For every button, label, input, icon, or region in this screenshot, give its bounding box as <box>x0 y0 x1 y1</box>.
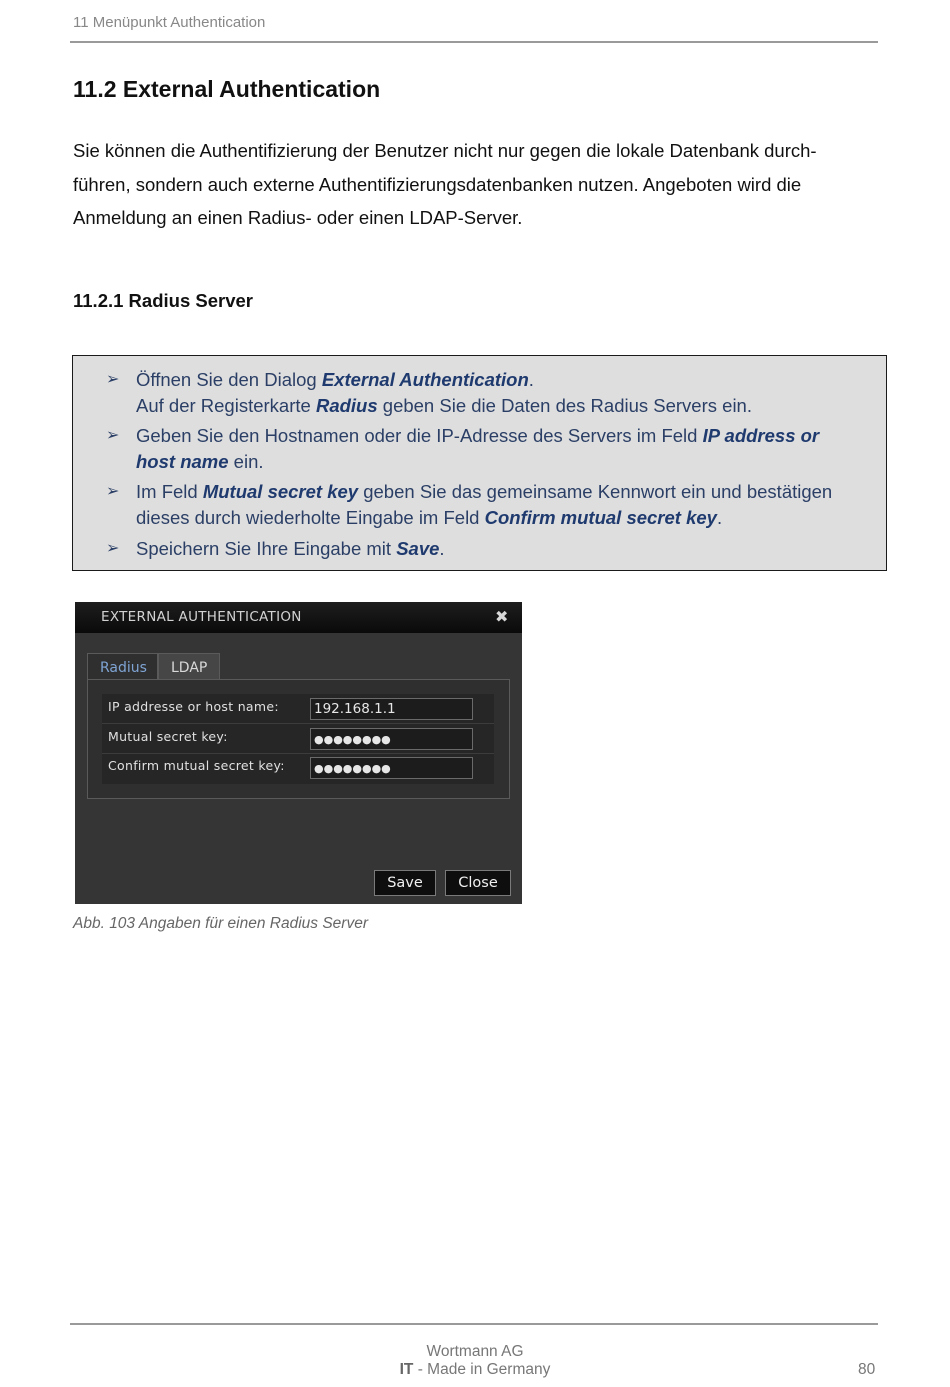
step-line: Auf der Registerkarte Radius geben Sie die Daten des Radius Servers ein. <box>136 395 752 416</box>
step-line: host name ein. <box>136 451 264 472</box>
footer-tagline: IT - Made in Germany <box>399 1361 551 1378</box>
ui-term: Save <box>396 538 440 559</box>
ui-term: Confirm mutual secret key <box>484 507 717 528</box>
ip-address-label: IP addresse or host name: <box>108 699 279 714</box>
close-icon[interactable]: ✖ <box>495 607 509 626</box>
tab-radius[interactable]: Radius <box>87 653 158 680</box>
row-divider <box>102 753 494 754</box>
section-title: 11.2 External Authentication <box>73 76 381 102</box>
save-button[interactable]: Save <box>374 870 436 896</box>
page-number: 80 <box>858 1361 876 1378</box>
confirm-secret-key-field[interactable]: ●●●●●●●● <box>310 757 473 779</box>
ui-term: host name <box>136 451 229 472</box>
mutual-secret-key-field[interactable]: ●●●●●●●● <box>310 728 473 750</box>
step-line: dieses durch wiederholte Eingabe im Feld Confirm mutual secret key. <box>136 507 723 528</box>
footer-rule <box>70 1323 878 1325</box>
ui-term: External Authentication <box>321 369 529 390</box>
step-line: Speichern Sie Ihre Eingabe mit Save. <box>136 538 445 559</box>
header-rule <box>70 41 878 43</box>
figure-caption: Abb. 103 Angaben für einen Radius Server <box>73 915 368 932</box>
close-button[interactable]: Close <box>445 870 511 896</box>
dialog-titlebar <box>75 602 522 633</box>
intro-line: Anmeldung an einen Radius- oder einen LDAP-Server. <box>73 207 523 228</box>
step-line: Öffnen Sie den Dialog External Authentication. <box>136 369 534 390</box>
dialog-title: EXTERNAL AUTHENTICATION <box>101 609 302 625</box>
step-line: Geben Sie den Hostnamen oder die IP-Adresse des Servers im Feld IP address or <box>136 425 820 446</box>
step-line: Im Feld Mutual secret key geben Sie das gemeinsame Kennwort ein und bestätigen <box>136 481 833 502</box>
intro-line: führen, sondern auch externe Authentifizierungsdatenbanken nutzen. Angeboten wird die <box>73 173 802 195</box>
ip-address-field[interactable]: 192.168.1.1 <box>310 698 473 720</box>
ui-term: Mutual secret key <box>202 481 359 502</box>
mutual-secret-key-label: Mutual secret key: <box>108 729 228 744</box>
dialog-screenshot <box>75 602 522 904</box>
bullet-arrow-icon: ➢ <box>106 483 120 500</box>
tab-ldap[interactable]: LDAP <box>158 653 220 680</box>
bullet-arrow-icon: ➢ <box>106 427 120 444</box>
confirm-secret-key-label: Confirm mutual secret key: <box>108 758 285 773</box>
running-header: 11 Menüpunkt Authentication <box>73 14 266 31</box>
intro-paragraph <box>73 134 873 235</box>
row-divider <box>102 723 494 724</box>
footer-company: Wortmann AG <box>426 1343 524 1360</box>
ui-term: Radius <box>315 395 378 416</box>
instruction-box <box>72 355 887 571</box>
ui-term: IP address or <box>702 425 820 446</box>
bullet-arrow-icon: ➢ <box>106 540 120 557</box>
subsection-title: 11.2.1 Radius Server <box>73 290 253 311</box>
bullet-arrow-icon: ➢ <box>106 371 120 388</box>
intro-line: Sie können die Authentifizierung der Benutzer nicht nur gegen die lokale Datenbank durch- <box>73 140 817 161</box>
